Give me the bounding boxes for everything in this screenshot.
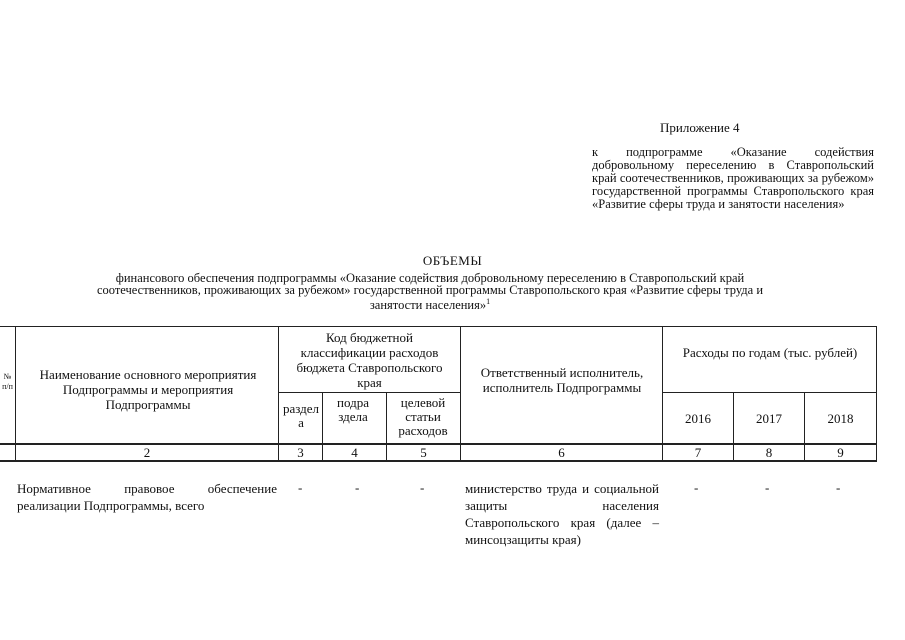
header-razdel: раздела [282, 401, 320, 430]
column-number: 6 [558, 445, 565, 460]
subtitle-line-3-text: занятости населения» [369, 298, 487, 313]
header-kbk: Код бюджетной классификации расходов бюджета Ставропольского края [296, 330, 443, 390]
row-podrazdel: - [355, 480, 360, 495]
subtitle-line-2: соотечественников, проживающих за рубежом» государственной программы Ставропольского края «Развитие сферы труда и [96, 283, 764, 297]
appendix-title: Приложение 4 [660, 120, 740, 135]
appendix-text: к подпрограмме «Оказание содействия добровольному переселению в Ставропольский край соотечественников, проживающих за рубежом» государственной программы Ставропольского края «Развитие сферы труда и занятости населения» [592, 145, 874, 211]
row-name: Нормативное правовое обеспечение реализации Подпрограммы, всего [17, 481, 277, 513]
header-podrazdel: подраздела [337, 395, 369, 424]
header-target: целевой статьи расходов [398, 395, 448, 438]
column-number: 3 [297, 445, 304, 460]
subtitle-line-1: финансового обеспечения подпрограммы «Оказание содействия добровольному переселению в Ставропольский край [115, 271, 745, 285]
header-number-l1: № [3, 372, 12, 381]
header-expenses: Расходы по годам (тыс. рублей) [682, 345, 858, 360]
header-year-2017: 2017 [756, 411, 782, 426]
header-executor: Ответственный исполнитель, исполнитель Подпрограммы [480, 365, 644, 395]
row-2018: - [836, 480, 841, 495]
column-number: 7 [694, 445, 702, 460]
document-title: ОБЪЕМЫ [422, 253, 483, 268]
header-name: Наименование основного мероприятия Подпрограммы и мероприятия Подпрограммы [39, 367, 257, 412]
subtitle-line-3 [0, 296, 860, 311]
column-number: 8 [765, 445, 773, 460]
row-2016: - [694, 480, 699, 495]
header-number-l2: п/п [2, 382, 13, 391]
column-number: 5 [420, 445, 427, 460]
column-number: 4 [351, 445, 358, 460]
row-razdel: - [298, 480, 303, 495]
header-year-2016: 2016 [685, 411, 711, 426]
footnote-mark: 1 [486, 297, 491, 306]
column-number: 9 [837, 445, 844, 460]
header-number [0, 372, 15, 392]
row-executor: министерство труда и социальной защиты населения Ставропольского края (далее – минсоцзащиты края) [465, 481, 659, 547]
row-2017: - [765, 480, 770, 495]
column-number: 2 [143, 445, 151, 460]
header-year-2018: 2018 [827, 411, 854, 426]
row-target: - [420, 480, 425, 495]
document-subtitle [0, 272, 860, 311]
